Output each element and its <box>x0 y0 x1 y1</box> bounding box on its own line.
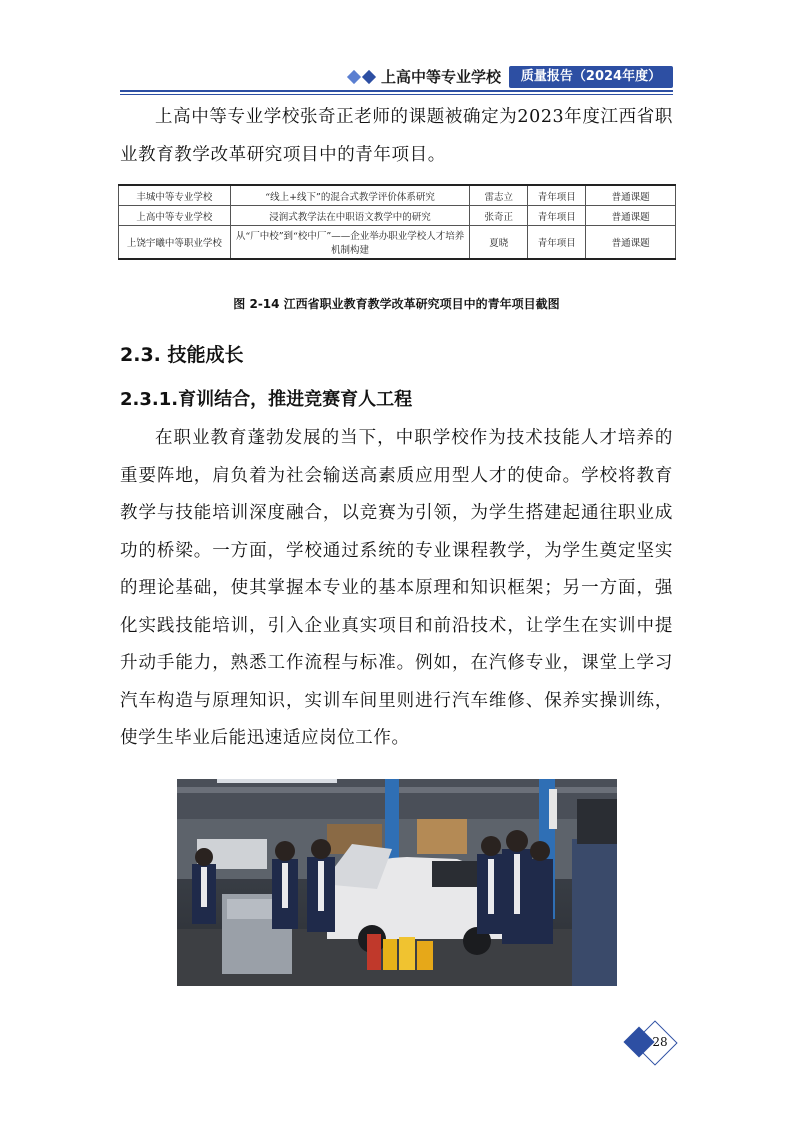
table-cell: 浸润式教学法在中职语文教学中的研究 <box>230 206 470 226</box>
body-paragraph: 在职业教育蓬勃发展的当下，中职学校作为技术技能人才培养的重要阵地，肩负着为社会输送高素质应用型人才的使命。学校将教育教学与技能培训深度融合，以竞赛为引领，为学生搭建起通往职业成功的桥梁。一方面，学校通过系统的专业课程教学，为学生奠定坚实的理论基础，使其掌握本专业的基本原理和知识框架；另一方面，强化实践技能培训，引入企业真实项目和前沿技术，让学生在实训中提升动手能力，熟悉工作流程与标准。例如，在汽修专业，课堂上学习汽车构造与原理知识，实训车间里则进行汽车维修、保养实操训练，使学生毕业后能迅速适应岗位工作。 <box>120 428 673 748</box>
table-cell: 从“厂中校”到“校中厂”——企业举办职业学校人才培养机制构建 <box>230 226 470 260</box>
page-header <box>0 0 793 100</box>
school-name: 上高中等专业学校 <box>381 68 502 86</box>
table-cell: 上高中等专业学校 <box>119 206 231 226</box>
workshop-photo <box>177 779 617 986</box>
header-divider-thin <box>120 94 673 95</box>
subsection-heading: 2.3.1.育训结合，推进竞赛育人工程 <box>120 389 413 410</box>
section-heading: 2.3. 技能成长 <box>120 344 244 366</box>
project-table-figure <box>118 184 676 260</box>
page-number-badge <box>622 1019 682 1069</box>
report-title-tag: 质量报告（2024年度） <box>509 66 673 88</box>
table-cell: 青年项目 <box>528 226 586 260</box>
table-cell: 青年项目 <box>528 185 586 206</box>
header-divider <box>120 90 673 92</box>
table-cell: 夏晓 <box>470 226 528 260</box>
diamond-icon <box>362 70 376 84</box>
intro-paragraph: 上高中等专业学校张奇正老师的课题被确定为2023年度江西省职业教育教学改革研究项目中的青年项目。 <box>120 107 673 165</box>
table-cell: 普通课题 <box>586 226 676 260</box>
table-cell: “线上+线下”的混合式教学评价体系研究 <box>230 185 470 206</box>
project-table <box>118 184 676 260</box>
table-cell: 丰城中等专业学校 <box>119 185 231 206</box>
table-row <box>119 226 676 260</box>
workshop-photo-illustration <box>177 779 617 986</box>
table-cell: 青年项目 <box>528 206 586 226</box>
table-cell: 张奇正 <box>470 206 528 226</box>
diamond-icon <box>347 70 361 84</box>
page-number: 28 <box>652 1035 668 1049</box>
table-cell: 普通课题 <box>586 206 676 226</box>
table-cell: 上饶宇曦中等职业学校 <box>119 226 231 260</box>
table-row <box>119 185 676 206</box>
table-cell: 雷志立 <box>470 185 528 206</box>
table-row <box>119 206 676 226</box>
table-cell: 普通课题 <box>586 185 676 206</box>
figure-caption: 图 2-14 江西省职业教育教学改革研究项目中的青年项目截图 <box>233 297 560 311</box>
